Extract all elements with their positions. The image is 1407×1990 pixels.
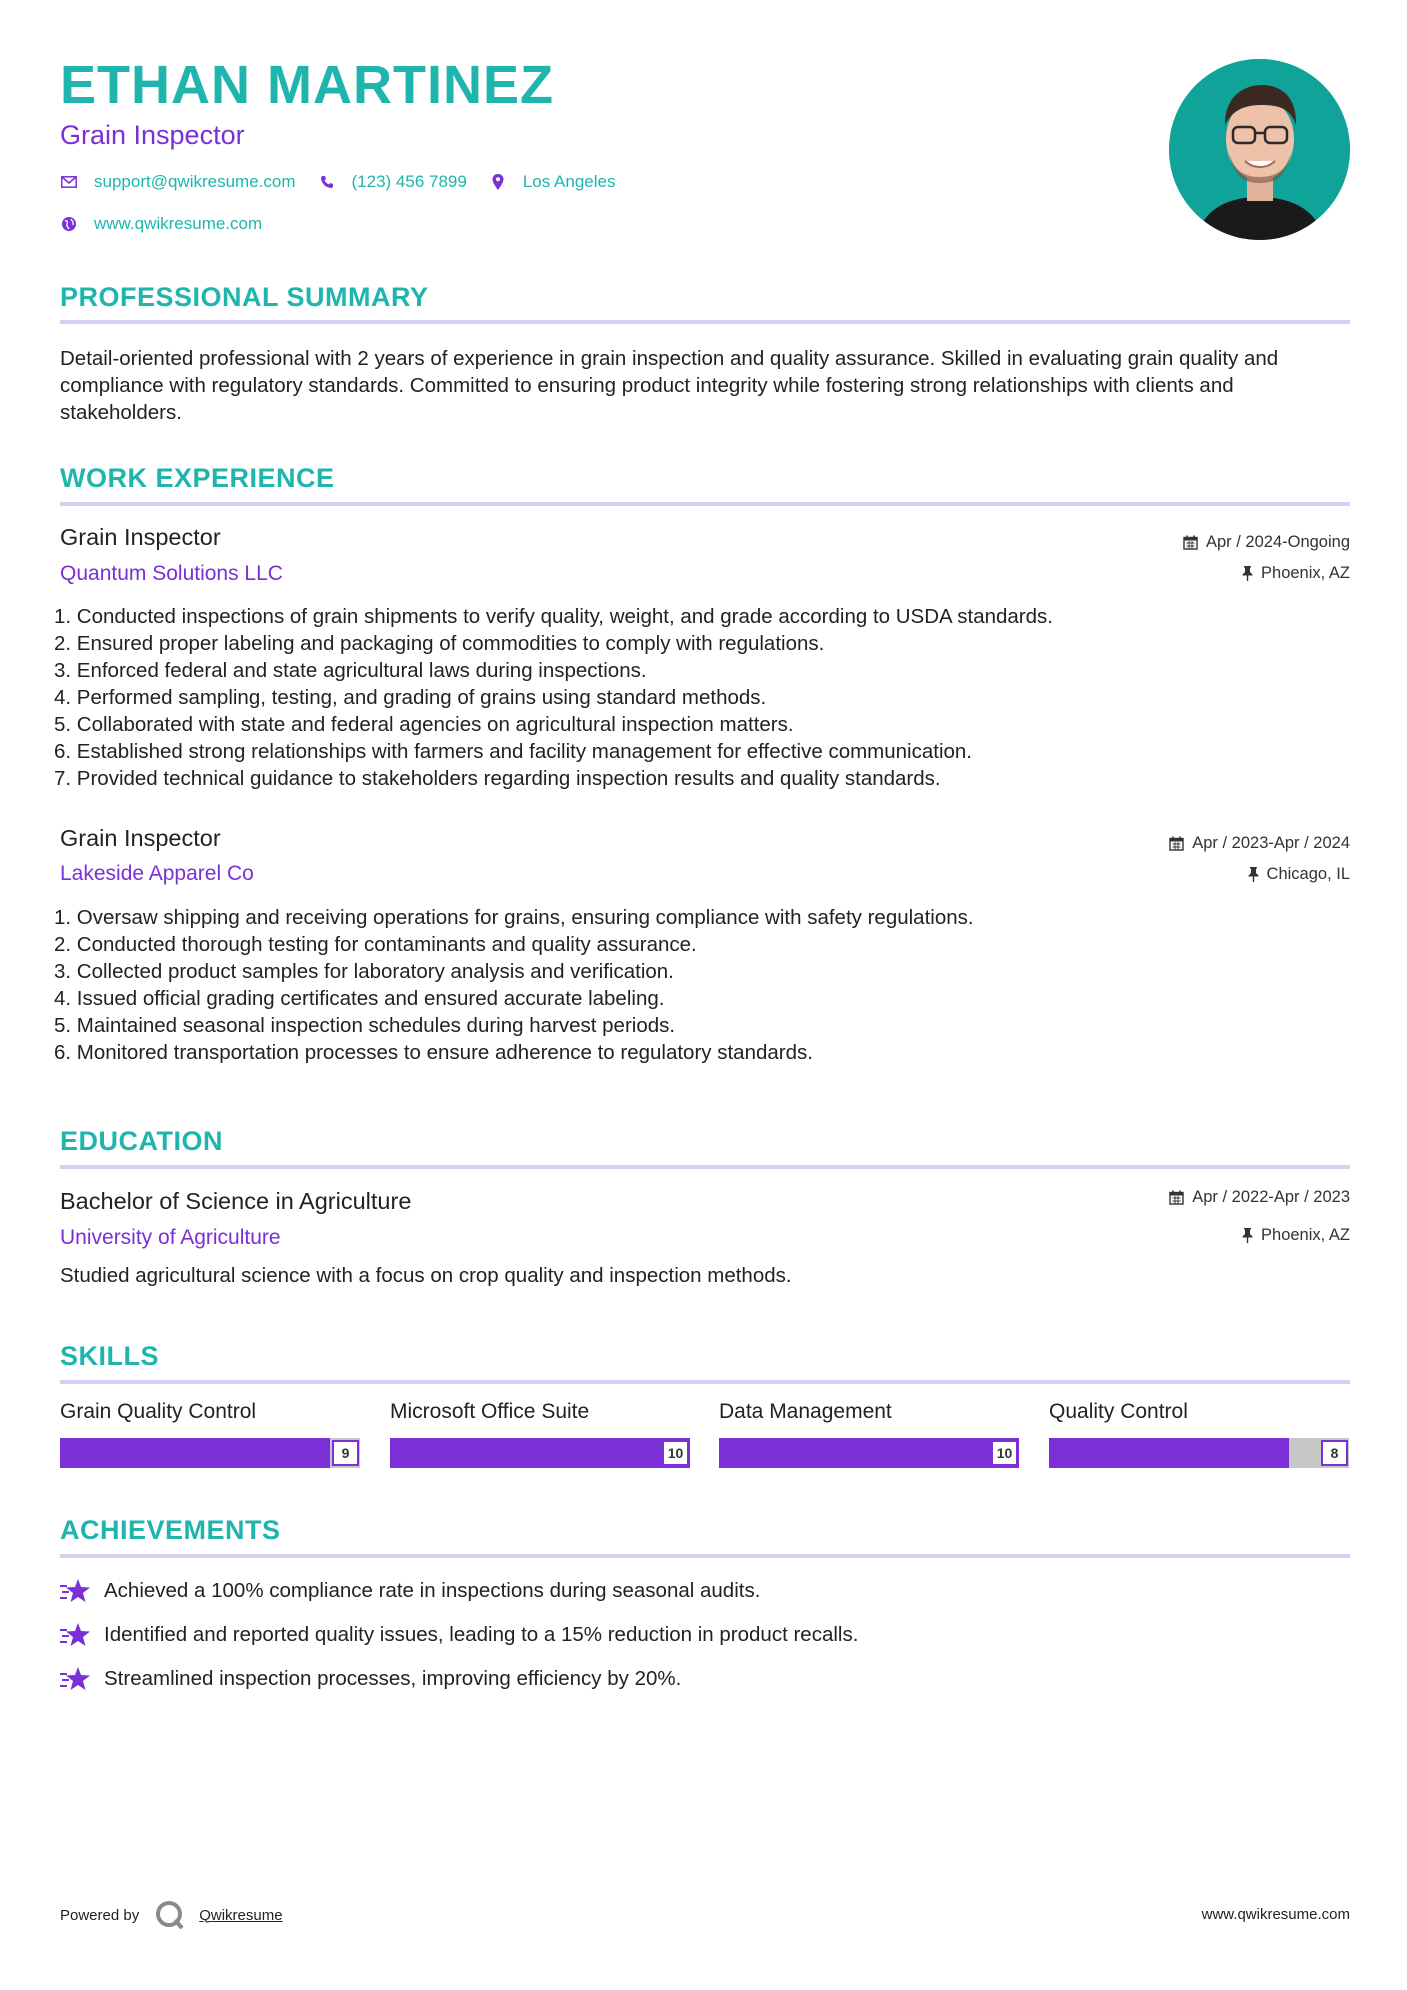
- summary-text: Detail-oriented professional with 2 years of experience in grain inspection and quality assurance. Skilled in evaluating grain quality and compliance with regulatory standards. Committed to ensuring product integrity while fostering strong relationships with clients and stakeholders.: [60, 347, 1279, 424]
- powered-by-text: Powered by: [60, 1906, 140, 1924]
- job-bullet: 6. Established strong relationships with farmers and facility management for effective communication.: [54, 740, 973, 763]
- job-location-text: Chicago, IL: [1266, 865, 1350, 883]
- skill-level-fill: [60, 1438, 330, 1468]
- job-company: Quantum Solutions LLC: [60, 562, 283, 585]
- job-location: [1242, 564, 1350, 583]
- skill-name: Data Management: [719, 1400, 892, 1423]
- qwikresume-link[interactable]: Qwikresume: [199, 1906, 283, 1924]
- skill-level-badge: 10: [991, 1440, 1018, 1466]
- footer-powered-by: [60, 1900, 283, 1930]
- section-divider: [60, 1165, 1350, 1169]
- job-bullet: 5. Maintained seasonal inspection schedules during harvest periods.: [54, 1014, 676, 1037]
- job-location: [1248, 865, 1350, 884]
- map-pin-icon: [489, 173, 507, 191]
- skill-level-fill: [390, 1438, 690, 1468]
- footer-website[interactable]: www.qwikresume.com: [1201, 1906, 1350, 1923]
- job-bullet: 1. Conducted inspections of grain shipments to verify quality, weight, and grade according to USDA standards.: [54, 605, 1053, 628]
- degree-title: Bachelor of Science in Agriculture: [60, 1188, 412, 1214]
- email-text: support@qwikresume.com: [94, 172, 296, 191]
- skill-level-bar: [60, 1438, 360, 1468]
- section-divider: [60, 1380, 1350, 1384]
- job-dates: [1169, 834, 1350, 853]
- job-dates: [1183, 533, 1350, 552]
- skill-item: [60, 1400, 360, 1468]
- education-heading: EDUCATION: [60, 1126, 223, 1156]
- skill-name: Microsoft Office Suite: [390, 1400, 590, 1423]
- phone-item[interactable]: [318, 172, 467, 192]
- job-bullet: 4. Issued official grading certificates and ensured accurate labeling.: [54, 987, 665, 1010]
- globe-icon: [60, 215, 78, 233]
- website-text: www.qwikresume.com: [94, 214, 263, 233]
- skill-name: Grain Quality Control: [60, 1400, 257, 1423]
- section-divider: [60, 1554, 1350, 1558]
- job-location-text: Phoenix, AZ: [1261, 564, 1350, 582]
- contact-row: [60, 172, 637, 192]
- education-dates-text: Apr / 2022-Apr / 2023: [1192, 1188, 1350, 1206]
- job-bullet: 1. Oversaw shipping and receiving operations for grains, ensuring compliance with safety regulations.: [54, 906, 974, 929]
- job-bullet: 7. Provided technical guidance to stakeholders regarding inspection results and quality standards.: [54, 767, 941, 790]
- section-divider: [60, 502, 1350, 506]
- skill-level-bar: [719, 1438, 1019, 1468]
- skill-level-bar: [1049, 1438, 1349, 1468]
- location-text: Los Angeles: [522, 172, 616, 191]
- pushpin-icon: [1242, 1228, 1253, 1243]
- skill-name: Quality Control: [1049, 1400, 1188, 1423]
- calendar-icon: [1169, 1190, 1184, 1205]
- skill-item: [1049, 1400, 1349, 1468]
- section-divider: [60, 320, 1350, 324]
- phone-icon: [318, 173, 336, 191]
- skills-heading: SKILLS: [60, 1341, 160, 1371]
- experience-heading: WORK EXPERIENCE: [60, 463, 335, 493]
- job-bullet: 3. Collected product samples for laboratory analysis and verification.: [54, 960, 674, 983]
- avatar-illustration: [1169, 59, 1350, 240]
- candidate-title: Grain Inspector: [60, 120, 245, 150]
- skill-level-fill: [1049, 1438, 1289, 1468]
- phone-text: (123) 456 7899: [351, 172, 467, 191]
- envelope-icon: [60, 173, 78, 191]
- education-description: Studied agricultural science with a focus on crop quality and inspection methods.: [60, 1264, 792, 1287]
- education-location: [1242, 1226, 1350, 1245]
- skill-level-fill: [719, 1438, 1019, 1468]
- job-dates-text: Apr / 2023-Apr / 2024: [1192, 834, 1350, 852]
- job-bullet: 2. Ensured proper labeling and packaging of commodities to comply with regulations.: [54, 632, 825, 655]
- job-bullets: [54, 904, 1344, 1066]
- achievement-item: [60, 1621, 858, 1649]
- job-bullets: [54, 603, 1344, 792]
- school-name: University of Agriculture: [60, 1226, 281, 1249]
- job-bullet: 4. Performed sampling, testing, and grading of grains using standard methods.: [54, 686, 767, 709]
- achievement-item: [60, 1665, 681, 1693]
- website-item[interactable]: [60, 214, 262, 234]
- job-company: Lakeside Apparel Co: [60, 862, 254, 885]
- achievement-item: [60, 1577, 760, 1605]
- skill-level-badge: 10: [662, 1440, 689, 1466]
- skill-level-bar: [390, 1438, 690, 1468]
- website-row: [60, 214, 284, 234]
- candidate-name: ETHAN MARTINEZ: [60, 55, 554, 115]
- skill-item: [390, 1400, 690, 1468]
- skill-level-badge: 9: [332, 1440, 359, 1466]
- job-title: Grain Inspector: [60, 524, 221, 550]
- achievement-text: Streamlined inspection processes, improving efficiency by 20%.: [104, 1667, 682, 1690]
- summary-heading: PROFESSIONAL SUMMARY: [60, 282, 429, 312]
- achievements-heading: ACHIEVEMENTS: [60, 1515, 281, 1545]
- skill-item: [719, 1400, 1019, 1468]
- job-bullet: 3. Enforced federal and state agricultural laws during inspections.: [54, 659, 647, 682]
- star-icon: [60, 1621, 92, 1649]
- star-icon: [60, 1577, 92, 1605]
- job-dates-text: Apr / 2024-Ongoing: [1205, 533, 1350, 551]
- achievement-text: Achieved a 100% compliance rate in inspections during seasonal audits.: [104, 1579, 761, 1602]
- education-location-text: Phoenix, AZ: [1261, 1226, 1350, 1244]
- location-item: [489, 172, 616, 192]
- calendar-icon: [1169, 836, 1184, 851]
- job-bullet: 6. Monitored transportation processes to ensure adherence to regulatory standards.: [54, 1041, 813, 1064]
- pushpin-icon: [1248, 867, 1259, 882]
- job-title: Grain Inspector: [60, 825, 221, 851]
- email-item[interactable]: [60, 172, 296, 192]
- achievement-text: Identified and reported quality issues, leading to a 15% reduction in product recalls.: [104, 1623, 859, 1646]
- education-dates: [1169, 1188, 1350, 1207]
- pushpin-icon: [1242, 566, 1253, 581]
- star-icon: [60, 1665, 92, 1693]
- qwikresume-logo-icon: [155, 1900, 185, 1930]
- job-bullet: 5. Collaborated with state and federal agencies on agricultural inspection matters.: [54, 713, 794, 736]
- job-bullet: 2. Conducted thorough testing for contaminants and quality assurance.: [54, 933, 697, 956]
- profile-photo: [1169, 59, 1350, 240]
- calendar-icon: [1183, 535, 1198, 550]
- skill-level-badge: 8: [1321, 1440, 1348, 1466]
